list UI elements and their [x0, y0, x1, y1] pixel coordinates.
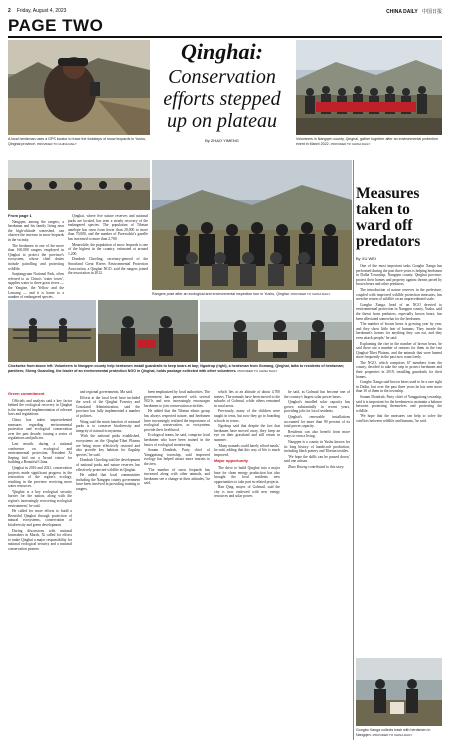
paragraph: During discussions with national lawmakers in March, Xi called for efforts to make Qinghai a major responsibility for national ecological security and a national conservation pioneer.: [8, 528, 72, 551]
paragraph: Dondrub Choeling, secretary-general of the Snowland Great Rivers Environmental Protection Association, a Qinghai NGO, said the rangers joined the association in 2012.: [68, 257, 148, 276]
paragraph: 'The number of snow leopards has increased along with other animals, and herdsmen see a change in their attitudes,' he said.: [144, 467, 210, 486]
paragraph: He added that the Tibetan ethnic group has always respected nature, and herdsmen have increasingly realized the importance of ecological conservation, as ecosystems provide their livelihood.: [144, 409, 210, 432]
headline-line-2: Conservation efforts stepped up on plateau: [163, 66, 281, 132]
headline-block: [152, 40, 292, 160]
photo-gathering-left: [8, 160, 150, 210]
article-column-1: [8, 213, 64, 300]
paragraph: Gongbo Xanga said brown bears used to be a rare sight in Dalha, but over the past three years he has seen more than 10 of them in the township.: [356, 380, 442, 394]
article-column-e: [284, 390, 350, 740]
from-page-label: From page 1: [8, 213, 32, 218]
paragraph: Explaining the rise in the number of brown bears, he said there are a number of reasons for them in the vast Qinghai-Tibet Plateau, and the animals that were hunted more frequently in the past now roam freely.: [356, 341, 442, 360]
side-article-header: [356, 186, 442, 261]
paragraph: The introduction of nature reserves in the prefecture, coupled with improved wildlife protection measures, has seen the return of wildlife on an unprecedented scale.: [356, 287, 442, 302]
caption-text: A local herdsman uses a GPS locator to trace the footsteps of snow leopards in Yushu, Qinghai province.: [8, 137, 146, 146]
newspaper-name: CHINA DAILY: [386, 8, 418, 15]
photo-trash-collection: [356, 658, 442, 726]
paragraph: The drive to build Qinghai into a major base for clean energy production has also brought the local residents new opportunities to take part in related projects.: [214, 465, 280, 484]
article-column-d: [214, 390, 280, 740]
caption-credit: PROVIDED TO CHINA DAILY: [237, 368, 278, 373]
issue-date: Friday, August 4, 2023: [16, 8, 67, 14]
side-article-body: [356, 264, 442, 654]
paragraph: 'The number of brown bears is growing year by year, and they show little fear of humans. They invade the herdsmen's homes for anything they can eat, and they even attack people,' he said.: [356, 322, 442, 340]
caption-text: Rangers pose after an ecological and environmental inspection tour in Yushu, Qinghai.: [152, 292, 290, 296]
paragraph: Dondrub Choeling said the development of national parks and nature reserves has effectively protected wildlife in Qinghai.: [76, 458, 140, 472]
section-rule: [8, 36, 442, 38]
page-number: 2: [8, 8, 11, 14]
paragraph: Qinghai's renewable installations accounted for more than 90 percent of its total power capacity.: [284, 414, 350, 429]
caption-side-bottom: [356, 728, 442, 737]
section-title: PAGE TWO: [8, 16, 104, 35]
paragraph: He added that local communities including the Nangqen county government have been involved in providing training to rangers.: [76, 473, 140, 491]
column-divider: [353, 160, 354, 740]
paragraph: 'We hope that the measures can help to solve the conflicts between wildlife and humans,' he said.: [356, 414, 442, 423]
subhead-major-opportunity: Major opportunity: [214, 458, 248, 464]
paragraph: Officials and analysts said a key factor behind the ecological recovery in Qinghai is the improved implementation of relevant laws and regulations.: [8, 398, 72, 417]
paragraph: Ecological teams, he said, comprise local herdsmen who have been trained in the basics of ecological monitoring.: [144, 433, 210, 447]
paragraph: China has taken unprecedented measures regarding environmental protection and ecological conservation over the past decade, issuing a series of regulations and policies.: [8, 417, 72, 441]
paragraph: Zhao Yimeng contributed to this story.: [288, 464, 345, 469]
paragraph: 'Qinghai is a key ecological security barrier for the nation, along with the region's increasingly recovering ecological environment,' he said.: [8, 489, 72, 508]
caption-top-right: [296, 137, 442, 146]
paragraph: been emphasized by local authorities. The government has partnered with several NGOs and now increasingly encourages herdsmen to join conservation activities.: [144, 390, 210, 408]
paragraph: which lies at an altitude of about 4,700 meters. The nomads have been moved to the suburbs of Golmud, while others remained in rural areas.: [214, 390, 280, 408]
article-column-c: [144, 390, 210, 740]
paragraph: Efforts at the local level have included the work of the Qinghai Forestry and Grassland Administration, said the province has fully implemented a number of policies.: [76, 395, 140, 418]
paragraph: Wang said the main function of national parks is to conserve biodiversity and integrity of natural ecosystems.: [76, 419, 140, 433]
side-article-byline: By XU WEI: [356, 256, 377, 261]
paragraph: The herdsmen in one of the more than 160,000 rangers employed in Qinghai to protect the province's ecosystem, whose chief duties include patrolling and protecting wildlife.: [8, 243, 64, 271]
headline-line-1: Qinghai:: [181, 39, 263, 64]
paragraph: 'Many nomads could barely afford meals,' he said, adding that this way of life is much improved.: [214, 443, 280, 457]
article-column-1b: [68, 214, 148, 294]
caption-bottom: [8, 364, 352, 373]
paragraph: Qinghai in 2016 and 2021, conservation projects made significant progress in the restoration of the region's ecology, resulting in the province receiving more water resources.: [8, 465, 72, 489]
caption-middle: [152, 292, 352, 297]
paragraph: One of the most important tasks Gongbo Xanga has performed during the past three years is helping herdsmen in Dalha Township, Nangqen county, Qinghai province, protect their homes and property against threats posed by brown bears and other predators.: [356, 264, 442, 287]
photo-herdsman-talk: [98, 300, 198, 362]
paragraph: Gongbo Xanga, head of an NGO devoted to environmental protection in Nangqen county, Yushu, said the threat from predators, especially brown bears, has been alleviated somewhat for the herdsmen.: [356, 302, 442, 321]
paragraph: Last month, during a national conference on ecological and environmental protection, President Xi Jinping laid out a 'broad vision' for building a Beautiful China.: [8, 441, 72, 465]
article-column-b: [76, 390, 140, 740]
caption-credit: PROVIDED TO CHINA DAILY: [330, 141, 371, 146]
caption-text: Clockwise from above left: Volunteers in Nangqen county help herdsmen install guardrails to keep bears at bay; Ngodrup (right), a herdsman from Gomang, Qinghai, talks to residents of herdsman; panthers; Sheng Guanding, the leader of an environmental protection NGO in Qinghai, holds package collected with other volunteers.: [8, 364, 345, 373]
page-header: [8, 6, 442, 16]
paragraph: 'With the national parks established, ecosystems on the Qinghai-Tibet Plateau are being more effectively restored and also provide key habitats for flagship species,' he said.: [76, 434, 140, 457]
paragraph: Sonam Dondrub, Party chief of Yangguitang township, said it is important for the herdsmen to maintain a balance between protecting themselves and protecting the wildlife.: [356, 395, 442, 413]
photo-volunteers-group: [296, 40, 442, 135]
caption-text: Gongbo Xanga collects trash with herdsmen in Nangqen.: [356, 728, 431, 737]
caption-credit: PROVIDED TO CHINA DAILY: [36, 141, 77, 146]
paragraph: Ran Qing, mayor of Golmud, said the city is now endowed with new energy resources and solar power.: [214, 485, 280, 499]
paragraph: 'We hope the skills can be passed down,' said one artisan.: [284, 454, 350, 464]
paragraph: Sanjiangyuan National Park, often referred to as China's 'water tower', supplies water to three great rivers — the Yangtze, the Yellow and the Lancang — and it is home to a number of endangered species.: [8, 272, 64, 300]
paragraph: Sonam Dondrub, Party chief of Yangguitang township, said improved ecology has helped attract more tourists to the area.: [144, 448, 210, 466]
subhead-green-commitment: Green commitment: [8, 391, 45, 396]
paragraph: and regional governments, Ma said.: [80, 390, 133, 394]
newspaper-name-cn: 中国日报: [421, 8, 442, 15]
paragraph: he said, as Golmud has become one of the country's largest solar power bases.: [284, 390, 350, 399]
paragraph: Nangqen, among the rangers, a herdsman and his family living near the high-altitude watershed, can observe the increase in snow leopards in the vicinity.: [8, 219, 64, 242]
photo-herdsman-gps: [8, 40, 150, 135]
paragraph: Meanwhile, the population of snow leopards is one of the highest in the country, estimated at around 1,200.: [68, 242, 148, 256]
side-article-title: Measures taken to ward off predators: [356, 185, 421, 250]
caption-top-left: [8, 137, 150, 146]
paragraph: Ngodrup said that despite the fact that herdsmen have moved away, they keep an eye on their grassland and still return in summer.: [214, 424, 280, 442]
photo-ngo-leader: [200, 300, 352, 362]
caption-text: Volunteers in Nangqen county, Qinghai, gather together after an environmental protection event in March 2022.: [296, 137, 438, 146]
paragraph: He called for more efforts to build a Beautiful Qinghai through protection of natural ecosystems, conservation of biodiversity and green development.: [8, 509, 72, 528]
article-column-a: [8, 390, 72, 740]
paragraph: Qinghai's installed solar capacity has grown substantially in recent years, providing jobs for local residents.: [284, 400, 350, 414]
paragraph: The NGO, which comprises 67 members from the county, decided to take the step to protect herdsmen and their properties in 2019, installing guardrails for their homes.: [356, 360, 442, 379]
photo-rangers: [152, 160, 352, 290]
caption-credit: PROVIDED TO CHINA DAILY: [290, 292, 331, 296]
photo-guardrail: [8, 300, 96, 362]
headline-byline: By ZHAO YIMENG: [205, 138, 239, 143]
paragraph: Residents can also benefit from more ways to earn a living.: [284, 429, 350, 439]
paragraph: Nangqen is a county in Yushu known for its long history of handicraft production, including black pottery and Tibetan textiles.: [284, 439, 350, 454]
paragraph: Qinghai, where five nature reserves and national parks are located, has seen a steady recovery of the endangered species. The population of Tibetan antelope has risen from fewer than 20,000 to more than 70,000, and the number of Przewalski's gazelle has increased to more than 2,700.: [68, 214, 148, 241]
caption-credit: PROVIDED TO CHINA DAILY: [372, 732, 413, 737]
paragraph: Previously, many of the children were taught in tents, but now they go to boarding schools in towns.: [214, 409, 280, 423]
